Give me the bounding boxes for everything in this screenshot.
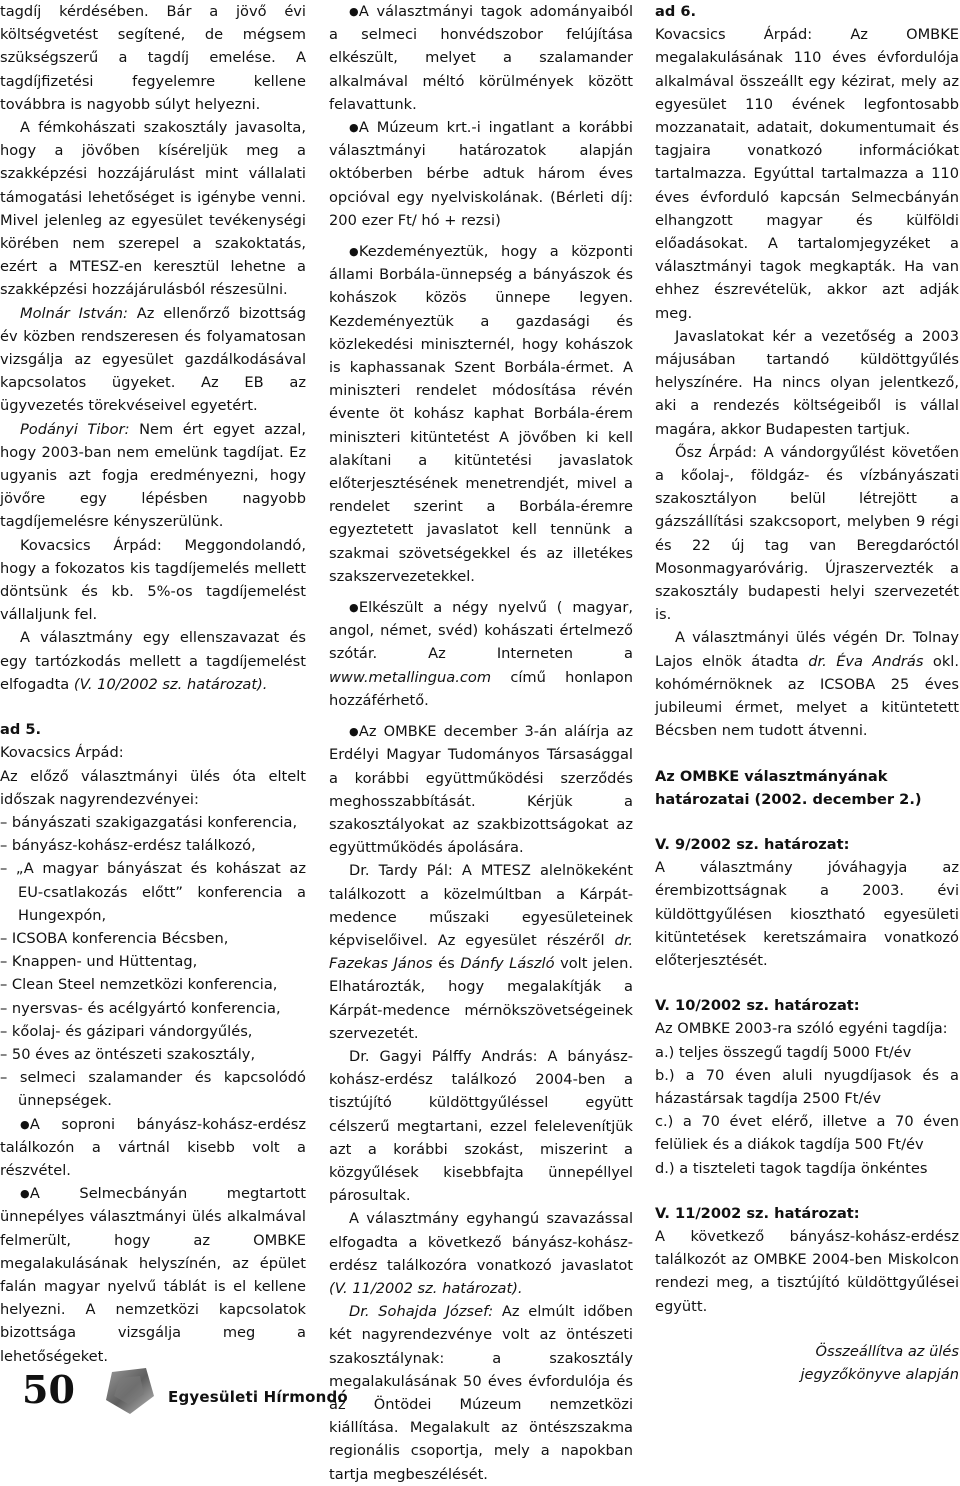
paragraph-text: című honlapon hozzáférhető. (329, 668, 633, 709)
column-1 (0, 0, 306, 1368)
page-number: 50 (22, 1367, 75, 1412)
paragraph-text: Dr. Tardy Pál: A MTESZ alelnökeként találkozott a közelmúltban a Kárpát-medence műszaki egyesületeinek képviselőivel. Az egyesület részéről (329, 862, 633, 949)
person-name: dr. Éva András (808, 652, 924, 670)
paragraph-text: Elkészült a négy nyelvű ( magyar, angol, német, svéd) kohászati értelmező szótár. Az Interneten a (329, 599, 633, 663)
paragraph: tagdíj kérdésében. Bár a jövő évi költségvetést segítené, de mégsem szükségszerű a tagdíj emelése. A tagdíjfizetési fegyelemre kellene továbbra is nagyobb súlyt helyezni. (0, 3, 306, 113)
resolution-title: V. 11/2002 sz. határozat: (655, 1204, 860, 1222)
speaker-name: Molnár István: (20, 304, 128, 322)
list-item: – Clean Steel nemzetközi konferencia, (0, 976, 278, 994)
list-item: – „A magyar bányászat és kohászat az EU-csatlakozás előtt” konferencia a Hungexpón, (0, 860, 306, 924)
paragraph: Kovacsics Árpád: Meggondolandó, hogy a fokozatos kis tagdíjemelés mellett döntsünk és kb. 5%-os tagdíjemelést vállaljunk fel. (0, 536, 306, 624)
logo-graphic (100, 1366, 160, 1416)
speaker-name: Dr. Sohajda József: (349, 1303, 494, 1321)
resolution-ref: (V. 10/2002 sz. határozat). (73, 675, 268, 693)
resolution-text: Az OMBKE 2003-ra szóló egyéni tagdíja: (655, 1020, 948, 1038)
column-2 (329, 0, 633, 1486)
paragraph-text: volt jelen. Elhatározták, hogy megalakítják a Kárpát-medence mérnökszövetségeinek szervezetét. (329, 955, 633, 1042)
publication-logo-icon (100, 1366, 160, 1423)
section-heading: ad 5. (0, 721, 42, 739)
person-name: Dánfy László (460, 955, 555, 973)
list-item: c.) a 70 évet elérő, illetve a 70 éven felüliek és a diákok tagdíja 500 Ft/év (655, 1113, 959, 1154)
bullet-item: ● A Múzeum krt.-i ingatlant a korábbi választmányi határozatok alapján októberben bérbe adtuk három éves opcióval egy nyelviskolának. (Bérleti díj: 200 ezer Ft/ hó + rezsi) (329, 116, 633, 232)
list-item: – bányász-kohász-erdész találkozó, (0, 837, 256, 855)
paragraph: Kovacsics Árpád: Az OMBKE megalakulásának 110 éves évfordulója alkalmával összeállt egy kézirat, mely az egyesület 110 évének legfontosabb mozzanatait, adatait, dokumentumait és tagjaira vonatkozó információkat tartalmazza. Egyúttal tartalmazza a 110 éves évforduló kapcsán Selmecbányán elhangzott magyar és külföldi előadásokat. A tartalomjegyzéket a választmányi tagok megkapták. Ha van ehhez észrevételük, akkor azt adják meg. (655, 26, 959, 322)
list-item: a.) teljes összegű tagdíj 5000 Ft/év (655, 1043, 912, 1061)
bullet-item: ● Az OMBKE december 3-án aláírja az Erdélyi Magyar Tudományos Társasággal a korábbi együttműködési szerződés meghosszabbítását. Kérjük a szakosztályokat az szakbizottságokat az együttműködés ápolására. (329, 720, 633, 859)
paragraph-text: Az elmúlt időben két nagyrendezvénye volt az öntészeti szakosztálynak: a szakosztály megalakulásának 50 éves évfordulója és az Öntödei Múzeum nemzetközi kiállítása. Megalakult az öntészszakma regionális csoportja, mely a napokban tartja megbeszélését. (329, 1303, 633, 1483)
paragraph-text: A választmányi ülés végén Dr. Tolnay Lajos elnök átadta (655, 629, 959, 670)
list-item: b.) a 70 éven aluli nyugdíjasok és a házastársak tagdíja 2500 Ft/év (655, 1066, 959, 1107)
website-url: www.metallingua.com (329, 668, 492, 686)
list-item: – selmeci szalamander és kapcsolódó ünnepségek. (0, 1069, 306, 1110)
resolutions-heading: Az OMBKE választmányának határozatai (2002. december 2.) (655, 767, 922, 808)
paragraph-text: A választmány egyhangú szavazással elfogadta a következő bányász-kohász-erdész találkozóra vonatkozó javaslatot (329, 1210, 633, 1274)
signature-line: Összeállítva az ülés (815, 1342, 959, 1360)
speaker-name: Podányi Tibor: (20, 420, 130, 438)
bullet-item: ● A soproni bányász-kohász-erdész találkozón a vártnál kisebb volt a részvétel. (0, 1113, 306, 1183)
page-footer (22, 1368, 422, 1418)
paragraph: Ősz Árpád: A vándorgyűlést követően a kőolaj-, földgáz- és vízbányászati szakosztályon belül létrejött a gázszállítási szakcsoport, melyben 9 régi és 22 új tag van Beregdaróctól Mosonmagyaróvárig. Újraszervezték a szakosztály budapesti helyi szervezetét is. (655, 443, 959, 624)
list-item: d.) a tiszteleti tagok tagdíja önkéntes (655, 1159, 928, 1177)
resolution-text: A következő bányász-kohász-erdész találkozót az OMBKE 2004-ben Miskolcon rendezi meg, a tisztújító küldöttgyűlései együtt. (655, 1227, 959, 1315)
paragraph-text: és (432, 955, 461, 973)
list-item: – bányászati szakigazgatási konferencia, (0, 813, 298, 831)
person-name: dr. Fazekas János (329, 931, 633, 973)
bullet-item: ● Kezdeményeztük, hogy a központi állami Borbála-ünnepség a bányászok és kohászok közös ünnepe legyen. Kezdeményeztük a gazdasági és közlekedési miniszternél, hogy kohászok is kaphassanak Szent Borbála-érmet. A miniszteri rendelet módosítása révén évente öt kohász kaphat Borbála-érem miniszteri kitüntetést A jövőben ki kell alakítani a kitüntetési javaslatok előterjesztésének menetrendjét, mivel a rendelet szerint a Borbála-éremre egyeztetett javaslatot kell tennünk a szakmai szövetségekkel és az illetékes szakszervezetekkel. (329, 240, 633, 588)
resolution-title: V. 9/2002 sz. határozat: (655, 835, 850, 853)
list-item: – nyersvas- és acélgyártó konferencia, (0, 999, 281, 1017)
bullet-item (329, 596, 633, 712)
paragraph: Dr. Gagyi Pálffy András: A bányász-kohász-erdész találkozó 2004-ben a tisztújító küldöttgyűléssel együtt célszerű megtartani, ezzel felelevenítjük azt a korábbi szokást, miszerint a közgyűlések kisebbfajta ünnepéllyel párosultak. (329, 1047, 633, 1205)
paragraph-text: Nem ért egyet azzal, hogy 2003-ban nem emelünk tagdíjat. Ez ugyanis azt fogja eredményezni, hogy jövőre egy lépésben nagyobb tagdíjemelésre kényszerülünk. (0, 420, 307, 531)
paragraph (0, 302, 306, 418)
signature-line: jegyzőkönyve alapján (800, 1365, 959, 1383)
resolution-title: V. 10/2002 sz. határozat: (655, 997, 860, 1015)
paragraph: A fémkohászati szakosztály javasolta, hogy a jövőben kíséreljük meg a szakképzési hozzájárulást mint vállalati támogatási lehetőséget is igénybe venni. Mivel jelenleg az egyesület tevékenységi körében nem szerepel a szakoktatás, ezért a MTESZ-en keresztül lehetne a szakképzési hozzájárulásból részesülni. (0, 119, 306, 299)
paragraph (0, 626, 306, 696)
column-3 (655, 0, 959, 1386)
list-item: – kőolaj- és gázipari vándorgyűlés, (0, 1022, 253, 1040)
bullet-item: ● A választmányi tagok adományaiból a selmeci honvédszobor felújítása elkészült, melyet a szalamander alkalmával méltó körülmények között felavattunk. (329, 0, 633, 116)
publication-name: Egyesületi Hírmondó (168, 1388, 348, 1406)
section-heading: ad 6. (655, 3, 697, 20)
paragraph (0, 418, 306, 534)
list-item: – Knappen- und Hüttentag, (0, 953, 198, 971)
paragraph (655, 626, 959, 742)
speaker-line: Kovacsics Árpád: (0, 744, 124, 762)
resolution-text: A választmány jóváhagyja az érembizottságnak a 2003. évi küldöttgyűlésen kiosztható egyesületi kitüntetések keretszámaira vonatkozó előterjesztését. (655, 859, 959, 969)
bullet-item: ● A Selmecbányán megtartott ünnepélyes választmányi ülés alkalmával felmerült, hogy az OMBKE megalakulásának helyszínén, az épület falán magyar nyelvű táblát is el kellene helyezni. A nemzetközi kapcsolatok bizottsága vizsgálja meg a lehetőségeket. (0, 1182, 306, 1368)
list-item: – ICSOBA konferencia Bécsben, (0, 929, 229, 947)
paragraph (329, 1207, 633, 1300)
resolution-ref: (V. 11/2002 sz. határozat). (329, 1279, 523, 1297)
list-item: – 50 éves az öntészeti szakosztály, (0, 1045, 256, 1063)
paragraph-text: okl. kohómérnöknek az ICSOBA 25 éves jubileumi érmet, melyet a kitüntetett Bécsben nem tudott átvenni. (655, 652, 959, 740)
paragraph: Javaslatokat kér a vezetőség a 2003 májusában tartandó küldöttgyűlés helyszínére. Ha nincs olyan jelentkező, aki a rendezés költségeiből is vállal magára, akkor Budapesten tartjuk. (655, 327, 959, 438)
paragraph (329, 859, 633, 1045)
paragraph-text: Az ellenőrző bizottság év közben rendszeresen és folyamatosan vizsgálja az egyesület gazdálkodásával kapcsolatos ügyeket. Az EB az ügyvezetés törekvéseivel egyetért. (0, 304, 307, 415)
paragraph: Az előző választmányi ülés óta eltelt időszak nagyrendezvényei: (0, 767, 306, 808)
paragraph-text: A választmány egy ellenszavazat és egy tartózkodás mellett a tagdíjemelést elfogadta (0, 629, 306, 693)
